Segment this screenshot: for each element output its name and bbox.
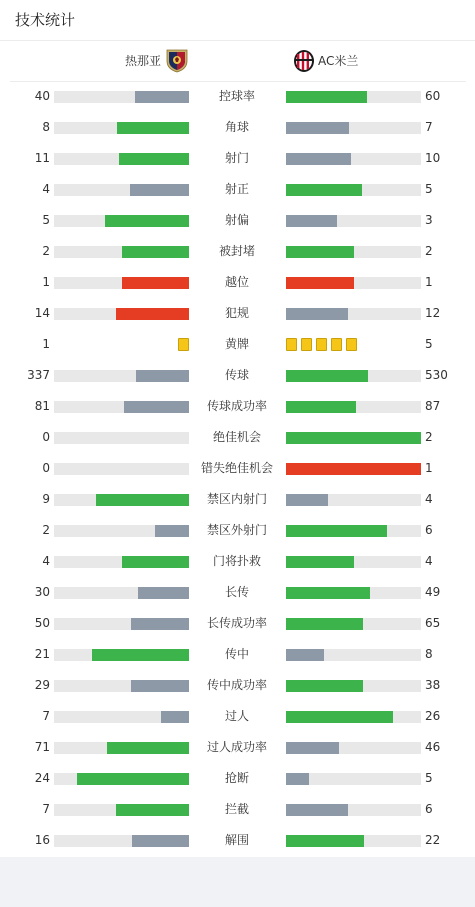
home-stat-value: 5 <box>42 213 50 227</box>
away-stat-bar-fill <box>286 711 393 723</box>
home-stat-value: 0 <box>42 430 50 444</box>
away-stat-bar-fill <box>286 277 354 289</box>
stat-label: 被封堵 <box>218 244 255 258</box>
home-stat-bar <box>54 556 189 568</box>
away-stat-value: 5 <box>425 182 433 196</box>
stat-label: 角球 <box>224 120 249 134</box>
stat-row <box>0 298 475 329</box>
stat-row <box>0 143 475 174</box>
yellow-card-icon <box>286 338 297 351</box>
away-stat-bar <box>286 153 421 165</box>
away-stat-value: 10 <box>425 151 441 165</box>
home-stat-bar-fill <box>122 246 190 258</box>
stat-row <box>0 453 475 484</box>
home-stat-bar-fill <box>136 370 189 382</box>
home-stat-value: 24 <box>34 771 50 785</box>
away-stat-bar <box>286 184 421 196</box>
home-stat-bar <box>54 618 189 630</box>
home-stat-bar <box>54 184 189 196</box>
stat-label: 传球 <box>224 368 249 382</box>
yellow-card-icon <box>346 338 357 351</box>
yellow-card-icon <box>301 338 312 351</box>
away-stat-bar-fill <box>286 494 328 506</box>
ac-milan-crest-icon[interactable] <box>293 49 315 73</box>
stat-label: 错失绝佳机会 <box>200 461 273 475</box>
page-title: 技术统计 <box>15 11 76 29</box>
away-stat-value: 2 <box>425 430 433 444</box>
stat-row <box>0 794 475 825</box>
stat-label: 黄牌 <box>224 337 249 351</box>
home-stat-bar <box>54 587 189 599</box>
away-stat-value: 5 <box>425 337 433 351</box>
away-stat-value: 3 <box>425 213 433 227</box>
home-stat-bar <box>54 91 189 103</box>
home-stat-bar <box>54 277 189 289</box>
home-stat-bar-fill <box>161 711 189 723</box>
yellow-card-icon <box>316 338 327 351</box>
home-stat-bar <box>54 711 189 723</box>
stat-row <box>0 329 475 360</box>
home-stat-bar-fill <box>107 742 189 754</box>
away-stat-bar <box>286 370 421 382</box>
stat-row <box>0 701 475 732</box>
home-stat-value: 1 <box>42 275 50 289</box>
home-stat-value: 2 <box>42 244 50 258</box>
away-stat-bar <box>286 556 421 568</box>
home-stat-bar-fill <box>122 277 190 289</box>
away-stat-bar-fill <box>286 432 421 444</box>
home-stat-value: 1 <box>42 337 50 351</box>
away-stat-bar <box>286 91 421 103</box>
stat-label: 长传成功率 <box>206 616 267 630</box>
away-stat-value: 2 <box>425 244 433 258</box>
away-stat-bar-fill <box>286 246 354 258</box>
home-stat-bar-fill <box>116 308 189 320</box>
stat-label: 传球成功率 <box>206 399 267 413</box>
away-stat-bar <box>286 835 421 847</box>
stat-row <box>0 422 475 453</box>
away-stat-bar-fill <box>286 91 367 103</box>
home-stat-value: 7 <box>42 709 50 723</box>
home-stat-bar-fill <box>96 494 189 506</box>
away-stat-bar-fill <box>286 587 370 599</box>
home-stat-value: 9 <box>42 492 50 506</box>
away-stat-bar-fill <box>286 184 362 196</box>
stat-label: 越位 <box>224 275 249 289</box>
stat-label: 禁区外射门 <box>206 523 267 537</box>
home-stat-bar <box>54 246 189 258</box>
stat-row <box>0 546 475 577</box>
away-stat-bar-fill <box>286 556 354 568</box>
away-stat-value: 530 <box>425 368 448 382</box>
home-stat-bar <box>54 773 189 785</box>
away-stat-value: 26 <box>425 709 441 723</box>
stat-label: 抢断 <box>224 771 249 785</box>
away-stat-bar-fill <box>286 122 349 134</box>
away-stat-bar <box>286 215 421 227</box>
away-stat-value: 46 <box>425 740 441 754</box>
away-stat-value: 65 <box>425 616 441 630</box>
home-stat-bar <box>54 308 189 320</box>
home-stat-bar-fill <box>105 215 189 227</box>
home-stat-bar <box>54 463 189 475</box>
away-stat-bar-fill <box>286 153 351 165</box>
away-stat-bar-fill <box>286 649 324 661</box>
stat-label: 控球率 <box>218 89 255 103</box>
home-stat-bar-fill <box>117 122 189 134</box>
away-stat-bar <box>286 277 421 289</box>
away-stat-value: 6 <box>425 523 433 537</box>
away-stat-value: 4 <box>425 554 433 568</box>
away-stat-bar <box>286 618 421 630</box>
home-stat-value: 50 <box>34 616 50 630</box>
home-stat-bar <box>54 432 189 444</box>
home-yellow-cards <box>54 338 189 351</box>
home-stat-bar <box>54 494 189 506</box>
away-stat-bar-fill <box>286 742 339 754</box>
home-stat-bar-fill <box>155 525 189 537</box>
away-stat-bar <box>286 711 421 723</box>
away-team-name[interactable]: AC米兰 <box>318 54 359 68</box>
home-stat-value: 29 <box>34 678 50 692</box>
home-stat-bar-fill <box>92 649 189 661</box>
stat-label: 传中 <box>224 647 249 661</box>
away-stat-bar-fill <box>286 618 363 630</box>
stat-label: 传中成功率 <box>206 678 267 692</box>
home-stat-value: 81 <box>34 399 50 413</box>
home-stat-value: 2 <box>42 523 50 537</box>
home-stat-bar-fill <box>122 556 190 568</box>
away-stat-bar-fill <box>286 463 421 475</box>
stat-row <box>0 81 475 112</box>
home-stat-value: 4 <box>42 554 50 568</box>
stat-label: 过人成功率 <box>206 740 267 754</box>
away-stat-bar-fill <box>286 804 348 816</box>
away-stat-bar <box>286 122 421 134</box>
away-stat-bar <box>286 525 421 537</box>
home-stat-bar-fill <box>135 91 189 103</box>
home-stat-bar-fill <box>119 153 189 165</box>
home-team-name[interactable]: 热那亚 <box>124 54 161 68</box>
stat-label: 射门 <box>224 151 249 165</box>
stat-row <box>0 639 475 670</box>
home-stat-bar <box>54 215 189 227</box>
home-stat-bar <box>54 401 189 413</box>
away-stat-bar-fill <box>286 215 337 227</box>
home-stat-value: 30 <box>34 585 50 599</box>
away-stat-value: 6 <box>425 802 433 816</box>
stat-row <box>0 670 475 701</box>
away-stat-bar <box>286 246 421 258</box>
stat-row <box>0 205 475 236</box>
home-stat-bar <box>54 804 189 816</box>
yellow-card-icon <box>331 338 342 351</box>
home-stat-value: 0 <box>42 461 50 475</box>
stat-label: 犯规 <box>224 306 249 320</box>
away-stat-value: 7 <box>425 120 433 134</box>
stat-label: 绝佳机会 <box>212 430 261 444</box>
stat-row <box>0 236 475 267</box>
home-stat-bar <box>54 122 189 134</box>
away-stat-value: 1 <box>425 461 433 475</box>
home-stat-bar <box>54 742 189 754</box>
away-stat-value: 60 <box>425 89 441 103</box>
away-stat-value: 38 <box>425 678 441 692</box>
home-stat-value: 21 <box>34 647 50 661</box>
stat-row <box>0 763 475 794</box>
away-stat-bar-fill <box>286 401 356 413</box>
stat-row <box>0 577 475 608</box>
yellow-card-icon <box>178 338 189 351</box>
away-stat-value: 49 <box>425 585 441 599</box>
away-stat-value: 5 <box>425 771 433 785</box>
home-stat-bar-fill <box>131 680 189 692</box>
home-stat-value: 14 <box>34 306 50 320</box>
home-stat-value: 16 <box>34 833 50 847</box>
away-stat-bar <box>286 587 421 599</box>
away-stat-bar <box>286 680 421 692</box>
stat-label: 解围 <box>224 833 249 847</box>
away-stat-bar <box>286 308 421 320</box>
away-stat-value: 12 <box>425 306 441 320</box>
home-stat-bar <box>54 649 189 661</box>
home-stat-value: 337 <box>27 368 50 382</box>
away-stat-bar <box>286 432 421 444</box>
away-stat-bar-fill <box>286 370 368 382</box>
away-stat-bar <box>286 742 421 754</box>
away-stat-value: 87 <box>425 399 441 413</box>
away-stat-bar <box>286 401 421 413</box>
away-stat-value: 1 <box>425 275 433 289</box>
away-stat-bar <box>286 494 421 506</box>
stat-label: 长传 <box>224 585 249 599</box>
stat-row <box>0 732 475 763</box>
away-stat-bar-fill <box>286 308 348 320</box>
away-stat-bar-fill <box>286 835 364 847</box>
stat-label: 射偏 <box>224 213 249 227</box>
stat-label: 射正 <box>224 182 249 196</box>
away-stat-bar <box>286 773 421 785</box>
stat-label: 门将扑救 <box>212 554 261 568</box>
teams-header <box>0 41 475 81</box>
away-stat-value: 22 <box>425 833 441 847</box>
home-stat-bar-fill <box>132 835 189 847</box>
stat-row <box>0 391 475 422</box>
stat-label: 过人 <box>224 709 249 723</box>
home-stat-bar <box>54 680 189 692</box>
home-stat-value: 11 <box>34 151 50 165</box>
away-stat-value: 8 <box>425 647 433 661</box>
home-stat-value: 4 <box>42 182 50 196</box>
stat-row <box>0 484 475 515</box>
stat-row <box>0 608 475 639</box>
home-stat-bar-fill <box>77 773 189 785</box>
home-stat-bar-fill <box>138 587 189 599</box>
home-stat-value: 8 <box>42 120 50 134</box>
home-stat-bar-fill <box>130 184 189 196</box>
away-stat-bar <box>286 463 421 475</box>
home-stat-bar <box>54 835 189 847</box>
genoa-crest-icon[interactable] <box>166 49 188 73</box>
stat-row <box>0 267 475 298</box>
stat-row <box>0 174 475 205</box>
home-stat-value: 40 <box>34 89 50 103</box>
stat-label: 禁区内射门 <box>206 492 267 506</box>
away-yellow-cards <box>286 338 421 351</box>
home-stat-bar-fill <box>124 401 189 413</box>
home-stat-bar-fill <box>131 618 189 630</box>
away-stat-bar <box>286 649 421 661</box>
home-stat-bar-fill <box>116 804 189 816</box>
home-stat-bar <box>54 153 189 165</box>
away-stat-value: 4 <box>425 492 433 506</box>
away-stat-bar-fill <box>286 773 309 785</box>
away-stat-bar <box>286 804 421 816</box>
home-stat-value: 71 <box>34 740 50 754</box>
home-stat-bar <box>54 370 189 382</box>
home-stat-value: 7 <box>42 802 50 816</box>
home-stat-bar <box>54 525 189 537</box>
stat-row <box>0 515 475 546</box>
stat-label: 拦截 <box>224 802 249 816</box>
stat-row <box>0 360 475 391</box>
away-stat-bar-fill <box>286 680 363 692</box>
stat-row <box>0 112 475 143</box>
away-stat-bar-fill <box>286 525 387 537</box>
stat-row <box>0 825 475 856</box>
